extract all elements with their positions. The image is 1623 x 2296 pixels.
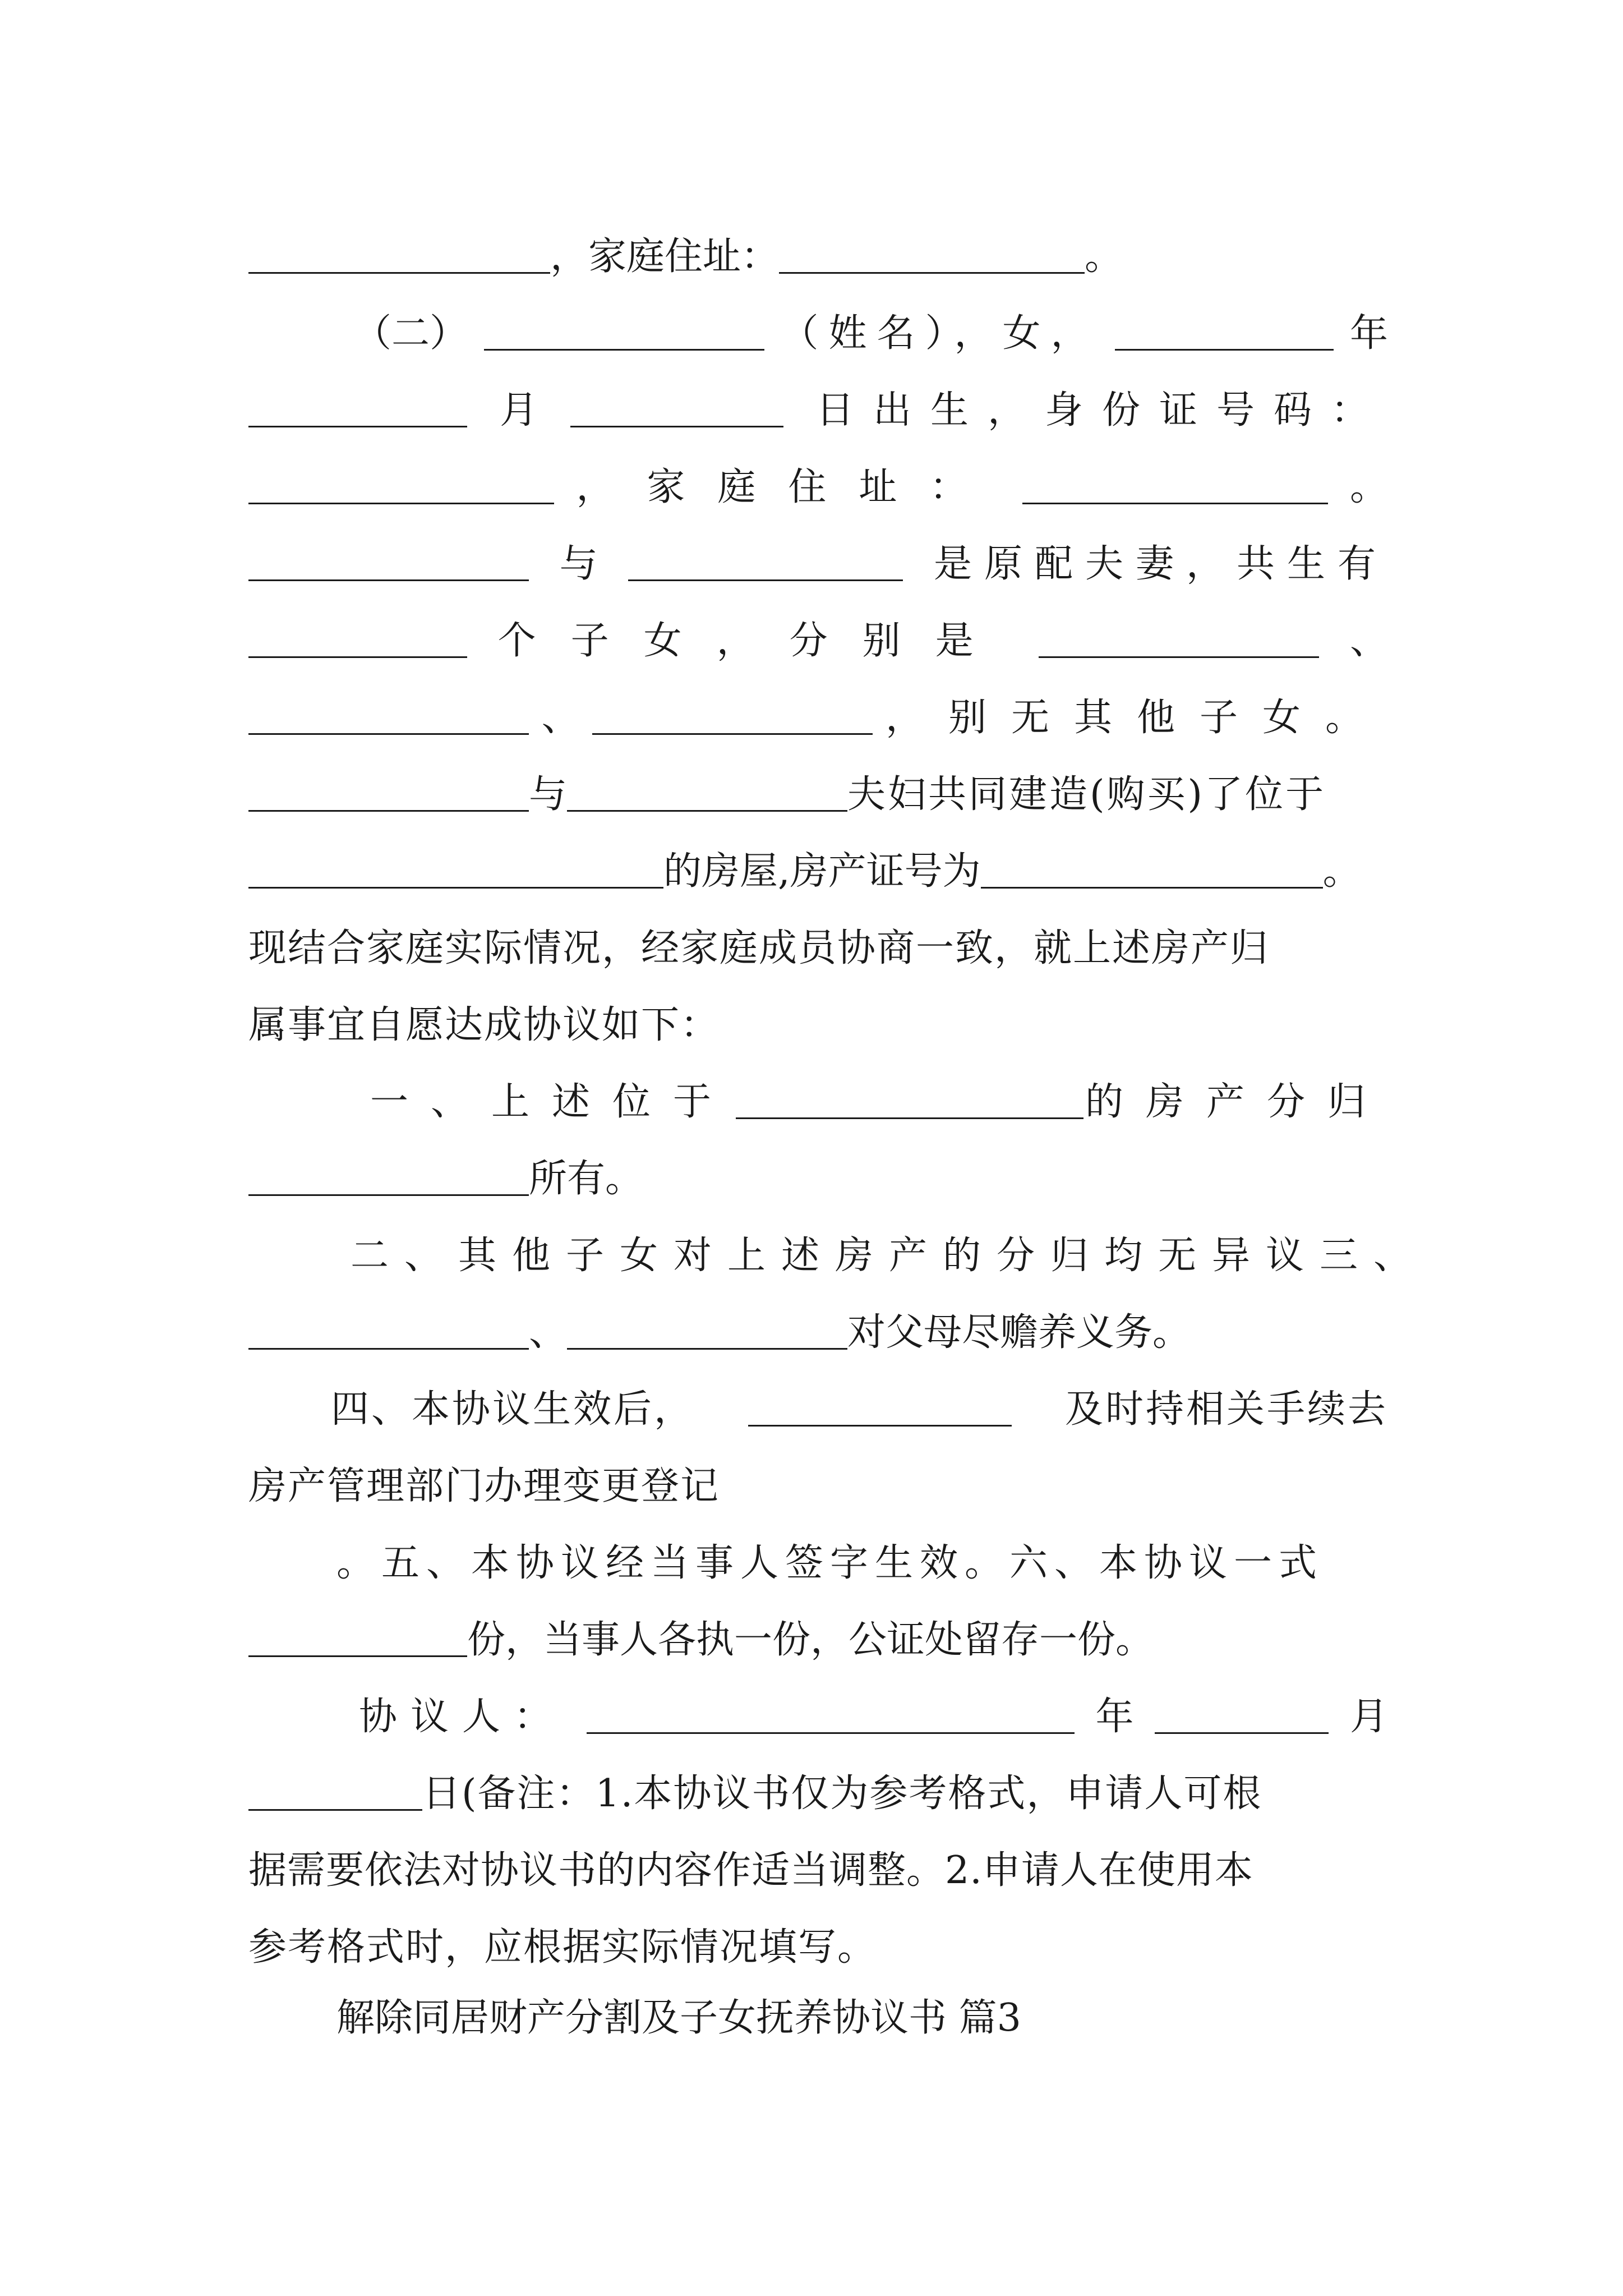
line-children-names [248,666,1388,745]
text-segment: 。五、本协议经当事人签字生效。六、本协议一式 [336,1541,1324,1585]
line-clause-one [370,1051,1388,1129]
blank-field [248,1161,529,1196]
line-note-2 [248,1819,1388,1898]
text-segment: 属事宜自愿达成协议如下： [248,1003,720,1047]
line-party-two [353,282,1388,361]
text-segment: 四、本协议生效后， [331,1387,695,1432]
text-segment: 参考格式时，应根据实际情况填写。 [248,1925,877,1970]
text-segment: 份，当事人各执一份，公证处留存一份。 [467,1618,1154,1662]
line-clause-one-owner [248,1128,1388,1206]
blank-field [736,1084,1083,1119]
blank-field [1039,623,1319,658]
text-segment: 、 [1349,619,1388,663]
text-segment: 月 [1349,1695,1388,1739]
line-clause-two [351,1204,1428,1283]
blank-field [570,392,783,427]
line-house [248,820,1415,899]
blank-field [248,623,467,658]
line-copies [248,1589,1388,1667]
text-segment: 据需要依法对协议书的内容作适当调整。2.申请人在使用本 [248,1848,1253,1893]
line-signatory [359,1665,1388,1744]
blank-field [592,700,873,735]
text-segment: 的房屋,房产证号为 [663,849,981,894]
text-segment: 协议人： [359,1695,566,1739]
line-clause-four-2 [248,1435,1388,1513]
text-segment: 、 [541,696,580,740]
blank-field [248,238,550,274]
text-segment: 月 [499,388,538,432]
text-segment: 个子女，分别是 [497,619,1008,663]
line-clause-three [248,1281,1388,1360]
blank-field [248,776,529,812]
blank-field [628,546,903,581]
line-note-1 [248,1742,1388,1821]
line-agreement-intro [248,897,1388,976]
text-segment: 房产管理部门办理变更登记 [248,1464,720,1508]
text-segment: ，别无其他子女。 [885,696,1388,740]
text-segment: 。 [1322,849,1361,894]
text-segment: 对父母尽赡养义务。 [847,1310,1191,1355]
text-segment: （姓名），女， [780,311,1099,356]
line-couple [248,513,1388,591]
line-note-3 [248,1896,1388,1975]
text-segment: （二） [353,311,468,356]
text-segment: 二、其他子女对上述房产的分归均无异议三、 [351,1234,1428,1278]
line-address-1 [248,205,1388,284]
blank-field [248,546,529,581]
line-clause-five-six [336,1512,1388,1590]
blank-field [248,1314,529,1350]
text-segment: 、 [529,1310,568,1355]
blank-field [1155,1699,1329,1734]
text-segment: 一、上述位于 [370,1080,734,1124]
blank-field [248,1775,422,1811]
line-birth [248,359,1388,438]
blank-field [248,469,554,504]
text-segment: 现结合家庭实际情况，经家庭成员协商一致，就上述房产归 [248,926,1270,970]
text-segment: 是原配夫妻，共生有 [933,542,1388,586]
text-segment: 夫妇共同建造(购买)了位于 [847,772,1326,817]
blank-field [748,1391,1012,1427]
text-segment: 。 [1349,465,1388,509]
blank-field [1115,315,1334,351]
text-segment: ，家庭住址： [576,465,1000,509]
blank-field [248,700,529,735]
blank-field [248,1622,467,1657]
blank-field [567,776,847,812]
text-segment: 与 [529,772,568,817]
text-segment: 日出生，身份证号码： [815,388,1388,432]
blank-field [1022,469,1328,504]
blank-field [248,853,663,889]
blank-field [567,1314,847,1350]
text-segment: 所有。 [529,1157,644,1201]
line-clause-four [331,1358,1388,1437]
blank-field [779,238,1085,274]
text-segment: 。 [1085,234,1123,279]
text-segment: 日(备注：1.本协议书仅为参考格式，申请人可根 [422,1772,1262,1816]
line-agreement-intro-2 [248,974,1388,1052]
text-segment: 及时持相关手续去 [1064,1387,1388,1432]
blank-field [484,315,764,351]
blank-field [248,392,467,427]
line-address-2 [248,436,1388,514]
blank-field [981,853,1323,889]
line-build [248,743,1388,822]
text-segment: ，家庭住址： [550,234,780,279]
text-segment: 的房产分归 [1085,1080,1388,1124]
line-children [248,590,1388,668]
text-segment: 年 [1349,311,1388,356]
text-segment: 与 [559,542,598,586]
section-title: 解除同居财产分割及子女抚养协议书 篇3 [336,1996,1021,2040]
blank-field [587,1699,1075,1734]
text-segment: 年 [1095,1695,1134,1739]
